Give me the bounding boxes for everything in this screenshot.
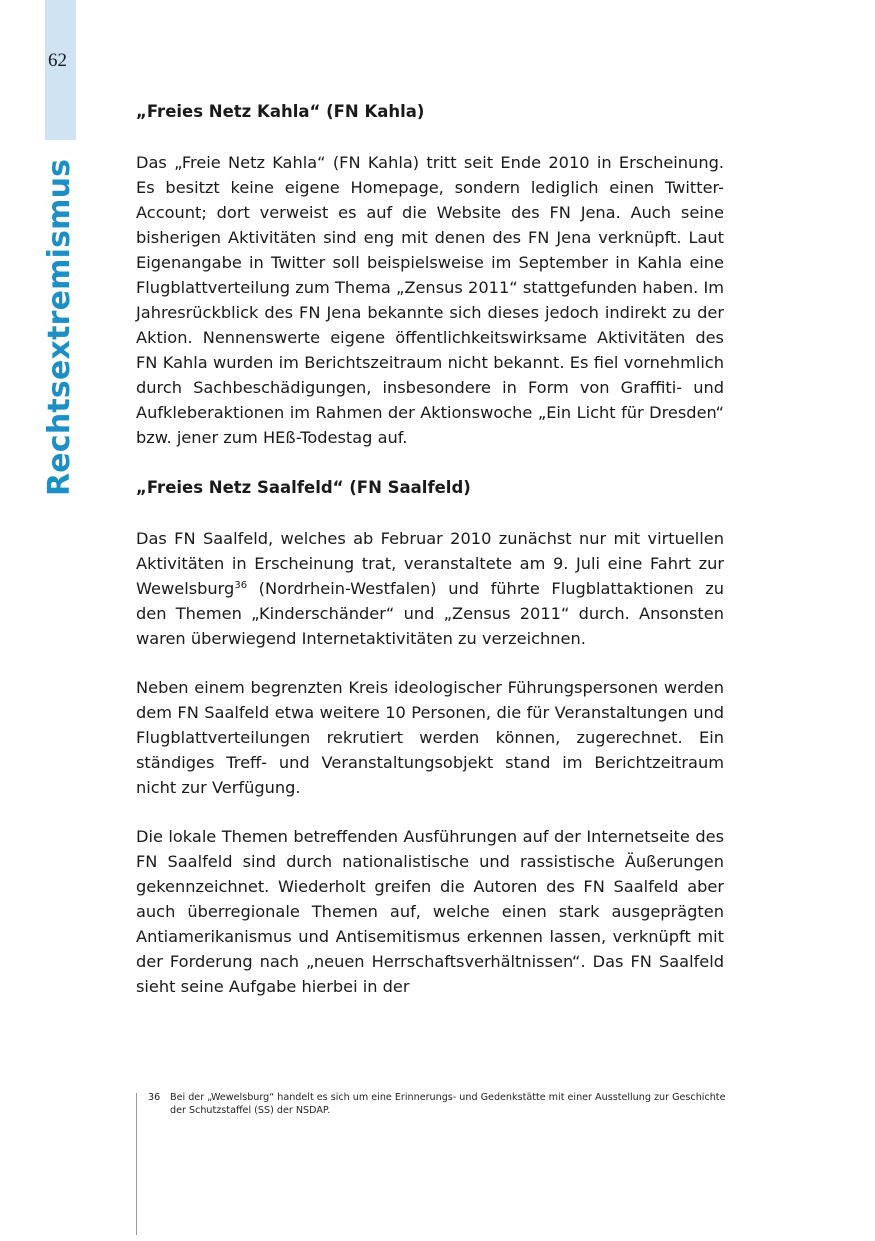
paragraph-fn-kahla: Das „Freie Netz Kahla“ (FN Kahla) tritt seit Ende 2010 in Erscheinung. Es besitzt keine eigene Homepage, sondern lediglich einen Twitter-Account; dort verweist es auf die Website des FN Jena. Auch seine bisherigen Aktivitäten sind eng mit denen des FN Jena verknüpft. Laut Eigenangabe in Twitter soll beispielsweise im September in Kahla eine Flugblattverteilung zum Thema „Zensus 2011“ stattgefunden haben. Im Jahresrückblick des FN Jena bekannte sich dieses jedoch indirekt zu der Aktion. Nennenswerte eigene öffentlichkeitswirksame Aktivitäten des FN Kahla wurden im Berichtszeitraum nicht bekannt. Es fiel vornehmlich durch Sachbeschädigungen, insbesondere in Form von Graffiti- und Aufkleberaktionen im Rahmen der Aktionswoche „Ein Licht für Dresden“ bzw. jener zum HEß-Todestag auf. <box>136 153 724 447</box>
paragraph-fn-saalfeld-1 <box>136 526 724 651</box>
paragraph-fn-saalfeld-1-part-a: Das FN Saalfeld, welches ab Februar 2010 zunächst nur mit virtuellen Aktivitäten in Erscheinung trat, veranstaltete am 9. Juli eine Fahrt zur Wewelsburg <box>136 529 724 598</box>
main-content <box>136 98 724 999</box>
paragraph-fn-saalfeld-2: Neben einem begrenzten Kreis ideologischer Führungspersonen werden dem FN Saalfeld etwa weitere 10 Personen, die für Veranstaltungen und Flugblattverteilungen rekrutiert werden können, zugerechnet. Ein ständiges Treff- und Veranstaltungsobjekt stand im Berichtzeitraum nicht zur Verfügung. <box>136 678 724 797</box>
footnote-number: 36 <box>148 1092 161 1103</box>
heading-fn-saalfeld: „Freies Netz Saalfeld“ (FN Saalfeld) <box>136 478 471 497</box>
footnote-divider <box>136 1093 137 1235</box>
section-label: Rechtsextremismus <box>42 158 77 496</box>
paragraph-fn-saalfeld-1-part-b: (Nordrhein-Westfalen) und führte Flugblattaktionen zu den Themen „Kinderschänder“ und „Zensus 2011“ durch. Ansonsten waren überwiegend Internetaktivitäten zu verzeichnen. <box>136 579 724 648</box>
page-number: 62 <box>48 50 67 71</box>
footnote <box>148 1091 728 1117</box>
heading-fn-kahla: „Freies Netz Kahla“ (FN Kahla) <box>136 102 425 121</box>
footnote-reference[interactable]: 36 <box>234 580 248 591</box>
footnote-text: Bei der „Wewelsburg“ handelt es sich um eine Erinnerungs- und Gedenkstätte mit einer Ausstellung zur Geschichte der Schutzstaffel (SS) der NSDAP. <box>170 1092 726 1116</box>
paragraph-fn-saalfeld-3: Die lokale Themen betreffenden Ausführungen auf der Internetseite des FN Saalfeld sind durch nationalistische und rassistische Äußerungen gekennzeichnet. Wiederholt greifen die Autoren des FN Saalfeld aber auch überregionale Themen auf, welche einen stark ausgeprägten Antiamerikanismus und Antisemitismus erkennen lassen, verknüpft mit der Forderung nach „neuen Herrschaftsverhältnissen“. Das FN Saalfeld sieht seine Aufgabe hierbei in der <box>136 827 724 996</box>
